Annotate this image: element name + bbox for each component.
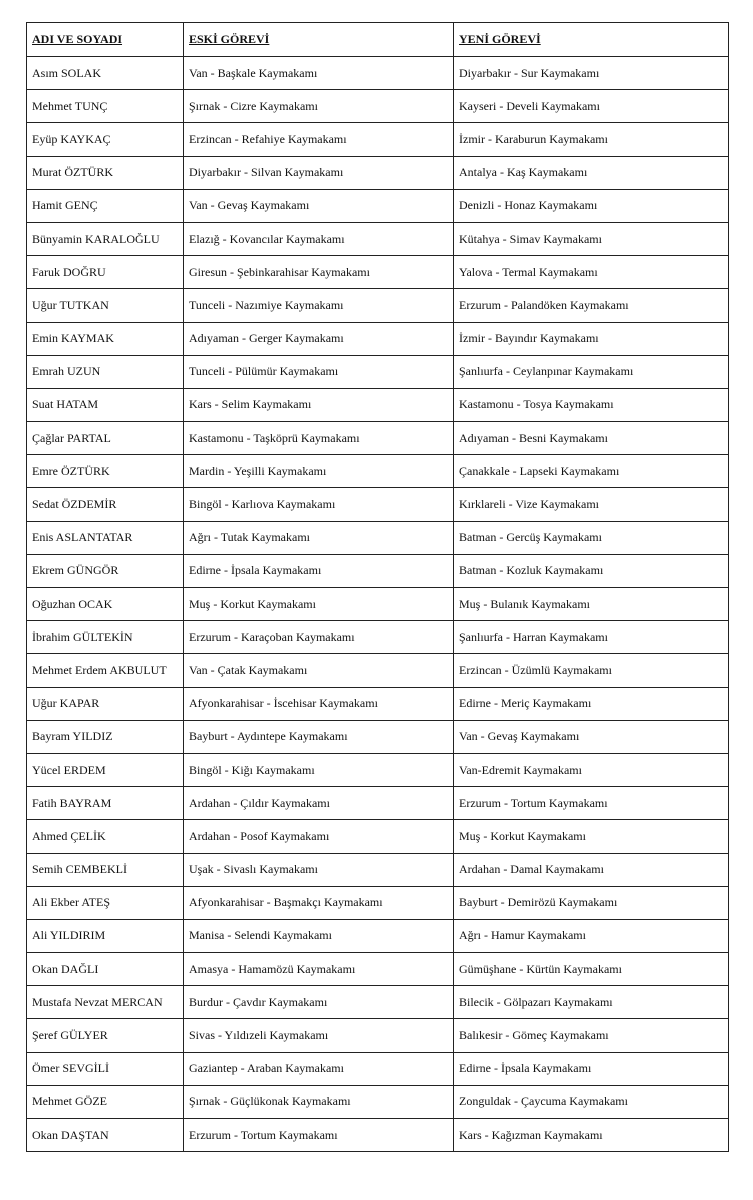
cell-old-duty: Sivas - Yıldızeli Kaymakamı xyxy=(184,1019,454,1052)
cell-name: Murat ÖZTÜRK xyxy=(27,156,184,189)
table-row xyxy=(27,156,729,189)
table-row xyxy=(27,222,729,255)
table-row xyxy=(27,388,729,421)
cell-name: Emin KAYMAK xyxy=(27,322,184,355)
cell-old-duty: Bayburt - Aydıntepe Kaymakamı xyxy=(184,720,454,753)
cell-new-duty: Erzurum - Tortum Kaymakamı xyxy=(454,787,729,820)
cell-name: Şeref GÜLYER xyxy=(27,1019,184,1052)
table-row xyxy=(27,753,729,786)
cell-new-duty: Kayseri - Develi Kaymakamı xyxy=(454,90,729,123)
table-row xyxy=(27,1019,729,1052)
table-row xyxy=(27,919,729,952)
cell-old-duty: Afyonkarahisar - İscehisar Kaymakamı xyxy=(184,687,454,720)
cell-new-duty: Antalya - Kaş Kaymakamı xyxy=(454,156,729,189)
table-row xyxy=(27,1085,729,1118)
table-row xyxy=(27,820,729,853)
cell-name: Bayram YILDIZ xyxy=(27,720,184,753)
table-row xyxy=(27,720,729,753)
cell-name: İbrahim GÜLTEKİN xyxy=(27,621,184,654)
cell-old-duty: Elazığ - Kovancılar Kaymakamı xyxy=(184,222,454,255)
table-row xyxy=(27,687,729,720)
cell-name: Semih CEMBEKLİ xyxy=(27,853,184,886)
header-name: ADI VE SOYADI xyxy=(27,23,184,57)
header-new-duty: YENİ GÖREVİ xyxy=(454,23,729,57)
cell-new-duty: Yalova - Termal Kaymakamı xyxy=(454,256,729,289)
cell-old-duty: Muş - Korkut Kaymakamı xyxy=(184,588,454,621)
table-row xyxy=(27,455,729,488)
cell-name: Emre ÖZTÜRK xyxy=(27,455,184,488)
cell-name: Mehmet GÖZE xyxy=(27,1085,184,1118)
cell-new-duty: Zonguldak - Çaycuma Kaymakamı xyxy=(454,1085,729,1118)
appointment-table xyxy=(26,22,729,1152)
cell-old-duty: Bingöl - Karlıova Kaymakamı xyxy=(184,488,454,521)
cell-new-duty: Van - Gevaş Kaymakamı xyxy=(454,720,729,753)
table-row xyxy=(27,1052,729,1085)
table-row xyxy=(27,90,729,123)
cell-new-duty: Balıkesir - Gömeç Kaymakamı xyxy=(454,1019,729,1052)
cell-new-duty: Muş - Bulanık Kaymakamı xyxy=(454,588,729,621)
cell-old-duty: Erzurum - Karaçoban Kaymakamı xyxy=(184,621,454,654)
table-row xyxy=(27,422,729,455)
table-row xyxy=(27,355,729,388)
table-row xyxy=(27,123,729,156)
cell-old-duty: Burdur - Çavdır Kaymakamı xyxy=(184,986,454,1019)
cell-old-duty: Manisa - Selendi Kaymakamı xyxy=(184,919,454,952)
cell-new-duty: Kırklareli - Vize Kaymakamı xyxy=(454,488,729,521)
cell-name: Ekrem GÜNGÖR xyxy=(27,554,184,587)
cell-old-duty: Kastamonu - Taşköprü Kaymakamı xyxy=(184,422,454,455)
cell-old-duty: Adıyaman - Gerger Kaymakamı xyxy=(184,322,454,355)
cell-old-duty: Van - Gevaş Kaymakamı xyxy=(184,189,454,222)
cell-name: Çağlar PARTAL xyxy=(27,422,184,455)
cell-new-duty: Ardahan - Damal Kaymakamı xyxy=(454,853,729,886)
cell-name: Ömer SEVGİLİ xyxy=(27,1052,184,1085)
cell-old-duty: Şırnak - Cizre Kaymakamı xyxy=(184,90,454,123)
cell-new-duty: İzmir - Karaburun Kaymakamı xyxy=(454,123,729,156)
cell-new-duty: Edirne - İpsala Kaymakamı xyxy=(454,1052,729,1085)
cell-new-duty: Muş - Korkut Kaymakamı xyxy=(454,820,729,853)
table-row xyxy=(27,289,729,322)
cell-name: Enis ASLANTATAR xyxy=(27,521,184,554)
cell-name: Mehmet TUNÇ xyxy=(27,90,184,123)
cell-name: Uğur KAPAR xyxy=(27,687,184,720)
table-row xyxy=(27,57,729,90)
cell-old-duty: Van - Çatak Kaymakamı xyxy=(184,654,454,687)
cell-new-duty: Şanlıurfa - Ceylanpınar Kaymakamı xyxy=(454,355,729,388)
cell-new-duty: Şanlıurfa - Harran Kaymakamı xyxy=(454,621,729,654)
cell-old-duty: Afyonkarahisar - Başmakçı Kaymakamı xyxy=(184,886,454,919)
table-row xyxy=(27,256,729,289)
cell-old-duty: Bingöl - Kiğı Kaymakamı xyxy=(184,753,454,786)
table-row xyxy=(27,521,729,554)
cell-new-duty: Kars - Kağızman Kaymakamı xyxy=(454,1119,729,1152)
cell-old-duty: Ardahan - Çıldır Kaymakamı xyxy=(184,787,454,820)
cell-old-duty: Gaziantep - Araban Kaymakamı xyxy=(184,1052,454,1085)
cell-name: Ahmed ÇELİK xyxy=(27,820,184,853)
cell-new-duty: Batman - Kozluk Kaymakamı xyxy=(454,554,729,587)
table-row xyxy=(27,1119,729,1152)
table-row xyxy=(27,588,729,621)
cell-new-duty: Batman - Gercüş Kaymakamı xyxy=(454,521,729,554)
cell-new-duty: Bayburt - Demirözü Kaymakamı xyxy=(454,886,729,919)
table-row xyxy=(27,189,729,222)
cell-name: Oğuzhan OCAK xyxy=(27,588,184,621)
cell-old-duty: Mardin - Yeşilli Kaymakamı xyxy=(184,455,454,488)
cell-old-duty: Amasya - Hamamözü Kaymakamı xyxy=(184,953,454,986)
table-row xyxy=(27,654,729,687)
cell-new-duty: Gümüşhane - Kürtün Kaymakamı xyxy=(454,953,729,986)
cell-new-duty: Diyarbakır - Sur Kaymakamı xyxy=(454,57,729,90)
cell-name: Mehmet Erdem AKBULUT xyxy=(27,654,184,687)
table-row xyxy=(27,488,729,521)
cell-name: Ali Ekber ATEŞ xyxy=(27,886,184,919)
cell-new-duty: Edirne - Meriç Kaymakamı xyxy=(454,687,729,720)
cell-old-duty: Erzurum - Tortum Kaymakamı xyxy=(184,1119,454,1152)
cell-old-duty: Erzincan - Refahiye Kaymakamı xyxy=(184,123,454,156)
cell-old-duty: Ardahan - Posof Kaymakamı xyxy=(184,820,454,853)
cell-old-duty: Şırnak - Güçlükonak Kaymakamı xyxy=(184,1085,454,1118)
cell-old-duty: Uşak - Sivaslı Kaymakamı xyxy=(184,853,454,886)
table-row xyxy=(27,621,729,654)
cell-old-duty: Diyarbakır - Silvan Kaymakamı xyxy=(184,156,454,189)
table-row xyxy=(27,554,729,587)
cell-name: Emrah UZUN xyxy=(27,355,184,388)
table-row xyxy=(27,986,729,1019)
cell-name: Asım SOLAK xyxy=(27,57,184,90)
cell-new-duty: İzmir - Bayındır Kaymakamı xyxy=(454,322,729,355)
cell-old-duty: Van - Başkale Kaymakamı xyxy=(184,57,454,90)
cell-name: Sedat ÖZDEMİR xyxy=(27,488,184,521)
cell-new-duty: Kütahya - Simav Kaymakamı xyxy=(454,222,729,255)
table-row xyxy=(27,322,729,355)
cell-old-duty: Kars - Selim Kaymakamı xyxy=(184,388,454,421)
cell-name: Eyüp KAYKAÇ xyxy=(27,123,184,156)
cell-new-duty: Kastamonu - Tosya Kaymakamı xyxy=(454,388,729,421)
cell-new-duty: Erzurum - Palandöken Kaymakamı xyxy=(454,289,729,322)
cell-new-duty: Van-Edremit Kaymakamı xyxy=(454,753,729,786)
cell-new-duty: Bilecik - Gölpazarı Kaymakamı xyxy=(454,986,729,1019)
cell-name: Hamit GENÇ xyxy=(27,189,184,222)
cell-name: Fatih BAYRAM xyxy=(27,787,184,820)
cell-old-duty: Ağrı - Tutak Kaymakamı xyxy=(184,521,454,554)
cell-name: Okan DAŞTAN xyxy=(27,1119,184,1152)
cell-old-duty: Giresun - Şebinkarahisar Kaymakamı xyxy=(184,256,454,289)
cell-new-duty: Ağrı - Hamur Kaymakamı xyxy=(454,919,729,952)
table-row xyxy=(27,853,729,886)
cell-old-duty: Tunceli - Pülümür Kaymakamı xyxy=(184,355,454,388)
cell-new-duty: Adıyaman - Besni Kaymakamı xyxy=(454,422,729,455)
table-row xyxy=(27,886,729,919)
cell-new-duty: Çanakkale - Lapseki Kaymakamı xyxy=(454,455,729,488)
cell-name: Mustafa Nevzat MERCAN xyxy=(27,986,184,1019)
cell-old-duty: Edirne - İpsala Kaymakamı xyxy=(184,554,454,587)
cell-new-duty: Denizli - Honaz Kaymakamı xyxy=(454,189,729,222)
header-row xyxy=(27,23,729,57)
table-row xyxy=(27,787,729,820)
cell-name: Bünyamin KARALOĞLU xyxy=(27,222,184,255)
table-row xyxy=(27,953,729,986)
header-old-duty: ESKİ GÖREVİ xyxy=(184,23,454,57)
cell-name: Okan DAĞLI xyxy=(27,953,184,986)
cell-name: Suat HATAM xyxy=(27,388,184,421)
cell-new-duty: Erzincan - Üzümlü Kaymakamı xyxy=(454,654,729,687)
table-body xyxy=(27,57,729,1152)
cell-old-duty: Tunceli - Nazımiye Kaymakamı xyxy=(184,289,454,322)
cell-name: Yücel ERDEM xyxy=(27,753,184,786)
cell-name: Uğur TUTKAN xyxy=(27,289,184,322)
cell-name: Faruk DOĞRU xyxy=(27,256,184,289)
cell-name: Ali YILDIRIM xyxy=(27,919,184,952)
